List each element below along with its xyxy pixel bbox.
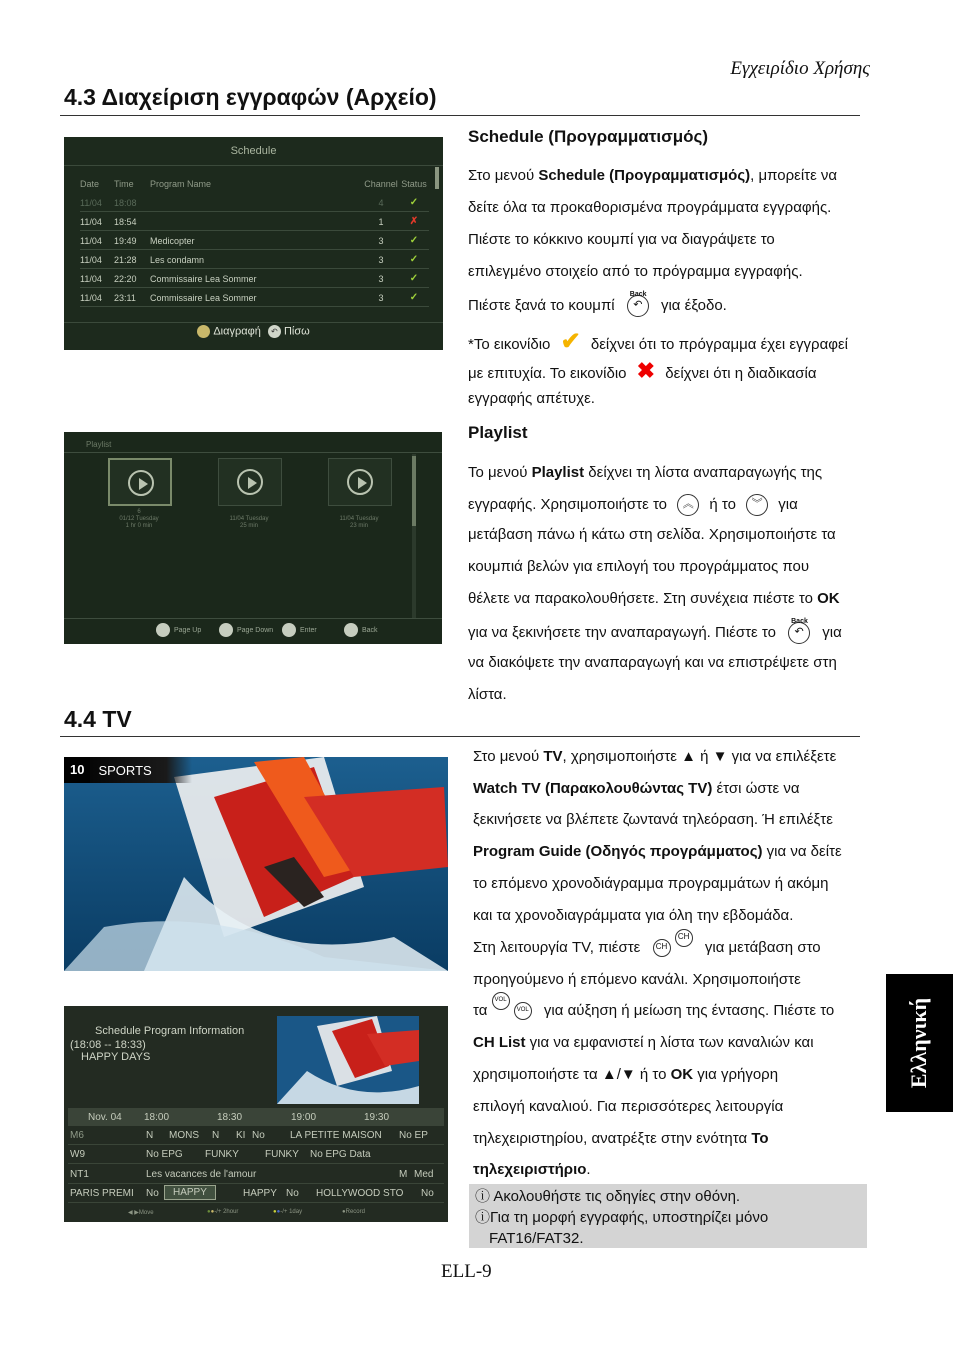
- text: θέλετε να παρακολουθήσετε. Στη συνέχεια πιέστε το: [468, 590, 818, 607]
- playlist-heading: Playlist: [468, 423, 528, 442]
- schedule-header-row: [80, 175, 429, 193]
- page-down-button-icon: ︾: [746, 494, 768, 516]
- epg-cell[interactable]: Les vacances de l'amour: [146, 1169, 257, 1180]
- text-bold: OK: [670, 1066, 694, 1083]
- channel-name: SPORTS: [98, 762, 152, 778]
- row-channel: 3: [378, 254, 384, 265]
- tv-text-line-9: [473, 997, 835, 1020]
- tv-text-line-7: [473, 932, 821, 957]
- item-line: 23 min: [349, 523, 368, 529]
- back-caption: Back: [629, 291, 647, 298]
- epg-cell[interactable]: KI: [236, 1130, 246, 1141]
- channel-number: 10: [64, 757, 90, 783]
- playlist-text-line-3: μετάβαση πάνω ή κάτω στη σελίδα. Χρησιμοποιήστε τα: [468, 526, 836, 543]
- page-down-icon: [219, 623, 233, 637]
- row-time: 21:28: [114, 254, 137, 265]
- tv-text-line-4: [473, 843, 842, 860]
- enter-hint[interactable]: [282, 623, 317, 637]
- text: χρησιμοποιήστε τα ▲/▼ ή το: [473, 1066, 671, 1083]
- text: για: [778, 495, 798, 513]
- one-day-hint: [273, 1209, 302, 1215]
- epg-channel: NT1: [70, 1169, 89, 1180]
- tv-screenshot: [64, 757, 448, 971]
- text: *Το εικονίδιο: [468, 336, 551, 353]
- text: για έξοδο.: [660, 296, 727, 314]
- row-date: 11/04: [80, 216, 102, 227]
- epg-cell[interactable]: No: [286, 1188, 299, 1199]
- hint-label: Move: [138, 1210, 154, 1216]
- text: για: [822, 623, 842, 641]
- epg-cell[interactable]: FUNKY: [205, 1149, 239, 1160]
- schedule-screenshot: [64, 137, 443, 350]
- green-dot-icon: ●: [207, 1209, 211, 1215]
- play-icon: [347, 469, 373, 495]
- item-line: 6: [137, 509, 141, 515]
- yellow-button-icon: [197, 325, 210, 338]
- tv-text-line-2: [473, 780, 800, 797]
- row-date: 11/04: [80, 254, 102, 265]
- schedule-text-line-4: επιλεγμένο στοιχείο από το πρόγραμμα εγγραφής.: [468, 263, 803, 280]
- epg-cell[interactable]: No: [252, 1130, 265, 1141]
- epg-channel: M6: [70, 1130, 84, 1141]
- volume-up-icon: [492, 992, 510, 1010]
- row-date: 11/04: [80, 273, 102, 284]
- channel-down-icon: [653, 939, 671, 957]
- epg-info-title: Schedule Program Information: [95, 1025, 245, 1037]
- item-line: 01/12 Tuesday: [119, 516, 159, 522]
- schedule-text-line-5: [468, 291, 727, 317]
- text: , χρησιμοποιήστε ▲ ή ▼ για να επιλέξετε: [562, 748, 837, 765]
- playlist-item-label: [104, 509, 174, 530]
- text: ή το: [709, 495, 736, 513]
- hint-label: Page Down: [237, 626, 274, 634]
- yellow-dot-icon: ●: [273, 1209, 277, 1215]
- back-hint[interactable]: [344, 623, 378, 637]
- text-bold: τηλεχειριστήριο: [473, 1161, 587, 1178]
- epg-cell[interactable]: No EPG: [146, 1149, 183, 1160]
- item-line: 11/04 Tuesday: [339, 516, 379, 522]
- row-time: 23:11: [114, 292, 136, 303]
- col-program-name: Program Name: [150, 179, 212, 189]
- row-name: Commissaire Lea Sommer: [150, 273, 257, 284]
- text: , μπορείτε να: [750, 167, 838, 184]
- page-number: ELL-9: [441, 1261, 492, 1282]
- epg-row[interactable]: [68, 1166, 444, 1184]
- schedule-text-line-3: Πιέστε το κόκκινο κουμπί για να διαγράψετε το: [468, 231, 775, 248]
- checkmark-icon: ✔: [560, 328, 581, 355]
- hint-label: -/+ 1day: [280, 1209, 303, 1215]
- row-date: 11/04: [80, 292, 102, 303]
- epg-screenshot: [64, 1006, 448, 1222]
- section-title-4-3: 4.3 Διαχείριση εγγραφών (Αρχείο): [64, 84, 437, 110]
- epg-cell[interactable]: MONS: [169, 1130, 199, 1141]
- schedule-text-line-7: [468, 358, 817, 384]
- play-icon: [237, 469, 263, 495]
- text: Στο μενού: [468, 167, 539, 184]
- col-time: Time: [114, 179, 134, 189]
- windsurfer-image: [64, 757, 448, 971]
- epg-time: 19:30: [364, 1111, 390, 1123]
- playlist-screen-title: Playlist: [86, 440, 112, 449]
- hint-label: Record: [345, 1209, 365, 1215]
- row-name: Medicopter: [150, 235, 195, 246]
- epg-info-time: (18:08 -- 18:33): [70, 1039, 146, 1051]
- schedule-text-line-2: δείτε όλα τα προκαθορισμένα προγράμματα εγγραφής.: [468, 199, 832, 216]
- tv-text-line-12: επιλογή καναλιού. Για περισσότερες λειτουργία: [473, 1098, 784, 1115]
- channel-banner: [64, 757, 192, 783]
- tv-text-line-11: [473, 1066, 778, 1083]
- text: Πιέστε ξανά το κουμπί: [468, 296, 615, 314]
- page-up-hint[interactable]: [156, 623, 201, 637]
- back-label[interactable]: Πίσω: [283, 325, 310, 338]
- row-name: Commissaire Lea Sommer: [150, 292, 257, 303]
- check-icon: ✓: [409, 254, 419, 265]
- row-channel: 1: [378, 216, 384, 227]
- epg-cell-selected[interactable]: HAPPY: [164, 1185, 216, 1200]
- item-line: 11/04 Tuesday: [229, 516, 269, 522]
- row-time: 19:49: [114, 235, 137, 246]
- text: .: [586, 1161, 591, 1178]
- page-up-icon: [156, 623, 170, 637]
- epg-cell[interactable]: HOLLYWOOD STO: [316, 1188, 404, 1199]
- record-hint: [342, 1209, 365, 1215]
- schedule-text-line-1: [468, 167, 837, 184]
- back-button-icon: Back ↶: [788, 622, 810, 644]
- playlist-screenshot: [64, 432, 442, 644]
- text: Το μενού: [468, 464, 532, 481]
- table-row[interactable]: [80, 270, 429, 288]
- text-bold: Playlist: [531, 464, 585, 481]
- section-rule-4-4: [60, 736, 860, 737]
- epg-preview-image: [277, 1016, 419, 1104]
- item-line: 25 min: [239, 523, 258, 529]
- language-tab: [886, 974, 953, 1112]
- text: έτσι ώστε να: [712, 780, 800, 797]
- cross-icon: ✗: [409, 216, 419, 227]
- text: Στο μενού: [473, 748, 544, 765]
- hint-label: Back: [362, 626, 378, 634]
- play-icon: [128, 470, 154, 496]
- text: τηλεχειριστηρίου, ανατρέξτε στην ενότητα: [473, 1130, 752, 1147]
- tv-text-line-8: προηγούμενο ή επόμενο κανάλι. Χρησιμοποιήστε: [473, 971, 801, 988]
- note-box: [469, 1184, 867, 1248]
- text: τα: [473, 1002, 488, 1019]
- note-line-1: ⓘ Ακολουθήστε τις οδηγίες στην οθόνη.: [475, 1188, 741, 1205]
- item-line: 1 hr 0 min: [125, 523, 153, 529]
- playlist-text-line-5: [468, 590, 840, 607]
- check-icon: ✓: [409, 292, 419, 303]
- note-line-2: ⓘΓια τη μορφή εγγραφής, υποστηρίζει μόνο: [475, 1209, 769, 1226]
- row-time: 18:54: [114, 216, 137, 227]
- text-bold: Το: [751, 1130, 769, 1147]
- playlist-text-line-8: λίστα.: [468, 686, 507, 703]
- language-tab-label: Ελληνική: [906, 997, 932, 1089]
- schedule-text-line-6: [468, 327, 848, 356]
- check-icon: ✓: [409, 235, 419, 246]
- text: για να ξεκινήσετε την αναπαραγωγή. Πιέστε το: [468, 623, 776, 641]
- playlist-text-line-4: κουμπιά βελών για επιλογή του προγράμματος που: [468, 558, 810, 575]
- text: για αύξηση ή μείωση της έντασης. Πιέστε το: [543, 1002, 835, 1019]
- epg-row[interactable]: [68, 1185, 444, 1203]
- channel-up-icon: [675, 929, 693, 947]
- row-date: 11/04: [80, 197, 102, 208]
- ch-caption: CH: [655, 942, 668, 952]
- text: δείχνει ότι το πρόγραμμα έχει εγγραφεί: [590, 336, 849, 353]
- text: δείχνει ότι η διαδικασία: [665, 365, 817, 382]
- vol-caption: VOL: [516, 1007, 529, 1014]
- epg-info-program: HAPPY DAYS: [81, 1051, 151, 1063]
- text: για γρήγορη: [693, 1066, 779, 1083]
- text: εγγραφής. Χρησιμοποιήστε το: [468, 495, 668, 513]
- epg-row[interactable]: [68, 1146, 444, 1164]
- text: για να δείτε: [762, 843, 842, 860]
- row-channel: 4: [378, 197, 384, 208]
- text-bold: Program Guide (Οδηγός προγράμματος): [473, 843, 763, 860]
- section-title-4-4: 4.4 TV: [64, 706, 132, 732]
- row-time: 22:20: [114, 273, 137, 284]
- text: με επιτυχία. Το εικονίδιο: [468, 365, 627, 382]
- epg-cell[interactable]: FUNKY: [265, 1149, 299, 1160]
- ok-icon: [282, 623, 296, 637]
- text: για μετάβαση στο: [704, 939, 821, 956]
- table-row[interactable]: [80, 251, 429, 269]
- failed-x-icon: ✖: [636, 358, 656, 383]
- hint-label: Enter: [300, 626, 317, 634]
- hint-label: -/+ 2hour: [214, 1209, 239, 1215]
- row-channel: 3: [378, 292, 384, 303]
- back-icon: ↶: [268, 325, 281, 338]
- epg-date: Nov. 04: [88, 1111, 122, 1123]
- hint-label: Page Up: [174, 626, 202, 634]
- manual-title: Εγχειρίδιο Χρήσης: [730, 58, 870, 79]
- playlist-thumb[interactable]: [218, 458, 282, 506]
- playlist-text-line-2: [468, 494, 798, 516]
- schedule-text-line-8: εγγραφής απέτυχε.: [468, 390, 595, 407]
- text-bold: Watch TV (Παρακολουθώντας TV): [473, 780, 713, 797]
- check-icon: ✓: [409, 197, 419, 208]
- row-channel: 3: [378, 235, 384, 246]
- back-caption: Back: [791, 618, 808, 625]
- section-rule-4-3: [60, 115, 860, 116]
- playlist-thumb[interactable]: [108, 458, 172, 506]
- schedule-screen-title: Schedule: [230, 145, 277, 157]
- tv-text-line-14: [473, 1161, 591, 1178]
- text: δείχνει τη λίστα αναπαραγωγής της: [584, 464, 823, 481]
- row-channel: 3: [378, 273, 384, 284]
- epg-channel: W9: [70, 1149, 85, 1160]
- epg-time: 18:00: [144, 1111, 170, 1123]
- epg-cell[interactable]: No EPG Data: [310, 1149, 371, 1160]
- page-up-button-icon: ︽: [677, 494, 699, 516]
- epg-cell[interactable]: No: [421, 1188, 434, 1199]
- row-time: 18:08: [114, 197, 137, 208]
- table-row[interactable]: [80, 232, 429, 250]
- tv-text-line-3: ξεκινήσετε να βλέπετε ζωντανά τηλεόραση. Ή επιλέξτε: [473, 811, 833, 828]
- volume-down-icon: [514, 1002, 532, 1020]
- epg-cell[interactable]: Med: [414, 1169, 434, 1180]
- back-button-icon: Back ↶: [627, 295, 649, 317]
- epg-cell[interactable]: N: [146, 1130, 154, 1141]
- vol-caption: VOL: [494, 997, 507, 1004]
- epg-cell[interactable]: LA PETITE MAISON: [290, 1130, 382, 1141]
- text-bold: CH List: [473, 1034, 526, 1051]
- playlist-thumb[interactable]: [328, 458, 392, 506]
- table-row[interactable]: [80, 213, 429, 231]
- epg-cell[interactable]: HAPPY: [243, 1188, 277, 1199]
- two-hour-hint: [207, 1209, 238, 1215]
- playlist-text-line-1: [468, 464, 822, 481]
- row-name: Les condamn: [150, 254, 205, 265]
- tv-text-line-10: [473, 1034, 814, 1051]
- epg-cell[interactable]: No: [146, 1188, 159, 1199]
- tv-text-line-6: και τα χρονοδιαγράμματα για όλη την εβδομάδα.: [473, 907, 794, 924]
- table-row[interactable]: [80, 289, 429, 307]
- yellow-dot-icon: ●: [210, 1209, 215, 1215]
- check-icon: ✓: [409, 273, 419, 284]
- epg-cell[interactable]: N: [212, 1130, 220, 1141]
- table-row[interactable]: [80, 194, 429, 212]
- record-dot-icon: ●: [342, 1209, 346, 1215]
- note-line-3: FAT16/FAT32.: [489, 1230, 584, 1247]
- playlist-text-line-6: [468, 618, 842, 644]
- col-channel: Channel: [364, 179, 398, 189]
- blue-dot-icon: ●: [276, 1209, 281, 1215]
- epg-time: 19:00: [291, 1111, 317, 1123]
- back-icon: [344, 623, 358, 637]
- tv-text-line-13: [473, 1130, 769, 1147]
- text-bold: Schedule (Προγραμματισμός): [538, 167, 751, 184]
- col-date: Date: [80, 179, 100, 189]
- epg-time: 18:30: [217, 1111, 243, 1123]
- col-status: Status: [401, 179, 427, 189]
- text-bold: OK: [817, 590, 840, 607]
- ch-caption: CH: [677, 932, 690, 942]
- text-bold: TV: [543, 748, 563, 765]
- page-down-hint[interactable]: [219, 623, 273, 637]
- tv-text-line-5: το επόμενο χρονοδιάγραμμα προγραμμάτων ή ακόμη: [473, 875, 829, 892]
- text: Στη λειτουργία TV, πιέστε: [473, 939, 641, 956]
- delete-label[interactable]: Διαγραφή: [213, 325, 261, 338]
- tv-text-line-1: [473, 748, 836, 765]
- epg-row[interactable]: [68, 1127, 444, 1145]
- epg-cell[interactable]: M: [399, 1169, 408, 1180]
- row-date: 11/04: [80, 235, 102, 246]
- epg-channel: PARIS PREMI: [70, 1188, 134, 1199]
- schedule-heading: Schedule (Προγραμματισμός): [468, 127, 709, 146]
- move-hint: ◀ ▶Move: [128, 1210, 154, 1216]
- epg-cell[interactable]: No EP: [399, 1130, 428, 1141]
- playlist-item-label: [214, 516, 284, 530]
- playlist-item-label: [324, 516, 394, 530]
- playlist-text-line-7: να διακόψετε την αναπαραγωγή και να επιστρέψετε στη: [468, 654, 837, 671]
- text: για να εμφανιστεί η λίστα των καναλιών και: [525, 1034, 814, 1051]
